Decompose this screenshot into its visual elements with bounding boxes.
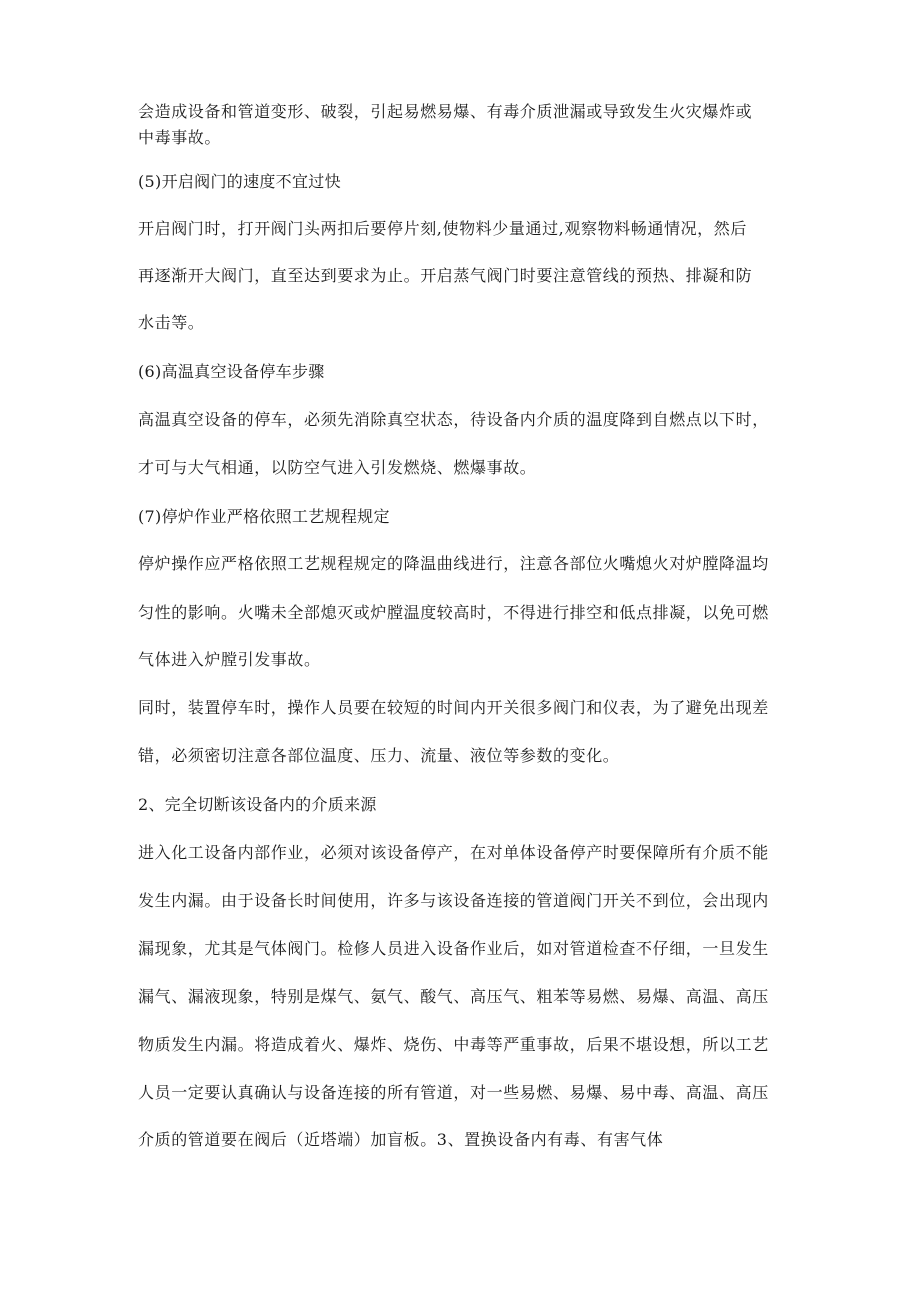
- text-line: 停炉操作应严格依照工艺规程规定的降温曲线进行，注意各部位火嘴熄火对炉膛降温均: [138, 554, 769, 573]
- text-line: 发生内漏。由于设备长时间使用，许多与该设备连接的管道阀门开关不到位，会出现内: [138, 891, 769, 910]
- text-line: 会造成设备和管道变形、破裂，引起易燃易爆、有毒介质泄漏或导致发生火灾爆炸或: [138, 102, 753, 121]
- text-line: 水击等。: [138, 313, 205, 332]
- text-line: 再逐渐开大阀门，直至达到要求为止。开启蒸气阀门时要注意管线的预热、排凝和防: [138, 266, 753, 285]
- section-heading: 2、完全切断该设备内的介质来源: [138, 795, 377, 814]
- section-heading: (5)开启阀门的速度不宜过快: [138, 172, 341, 191]
- text-line: 漏现象，尤其是气体阀门。检修人员进入设备作业后，如对管道检查不仔细，一旦发生: [138, 939, 769, 958]
- text-line: 高温真空设备的停车，必须先消除真空状态，待设备内介质的温度降到自燃点以下时，: [138, 410, 769, 429]
- text-line: 错，必须密切注意各部位温度、压力、流量、液位等参数的变化。: [138, 746, 620, 765]
- text-line: 气体进入炉膛引发事故。: [138, 650, 321, 669]
- text-line: 进入化工设备内部作业，必须对该设备停产，在对单体设备停产时要保障所有介质不能: [138, 843, 769, 862]
- text-line: 开启阀门时，打开阀门头两扣后要停片刻,使物料少量通过,观察物料畅通情况，然后: [138, 219, 747, 238]
- text-line: 才可与大气相通，以防空气进入引发燃烧、燃爆事故。: [138, 458, 537, 477]
- text-line: 漏气、漏液现象，特别是煤气、氨气、酸气、高压气、粗苯等易燃、易爆、高温、高压: [138, 987, 769, 1006]
- text-line: 中毒事故。: [138, 128, 222, 147]
- section-heading: (6)高温真空设备停车步骤: [138, 362, 325, 381]
- text-line: 人员一定要认真确认与设备连接的所有管道，对一些易燃、易爆、易中毒、高温、高压: [138, 1083, 769, 1102]
- text-line: 物质发生内漏。将造成着火、爆炸、烧伤、中毒等严重事故，后果不堪设想，所以工艺: [138, 1035, 769, 1054]
- text-line: 同时，装置停车时，操作人员要在较短的时间内开关很多阀门和仪表，为了避免出现差: [138, 698, 769, 717]
- section-heading: (7)停炉作业严格依照工艺规程规定: [138, 507, 390, 526]
- text-line: 匀性的影响。火嘴未全部熄灭或炉膛温度较高时，不得进行排空和低点排凝，以免可燃: [138, 603, 769, 622]
- text-line: 介质的管道要在阀后（近塔端）加盲板。3、置换设备内有毒、有害气体: [138, 1130, 664, 1149]
